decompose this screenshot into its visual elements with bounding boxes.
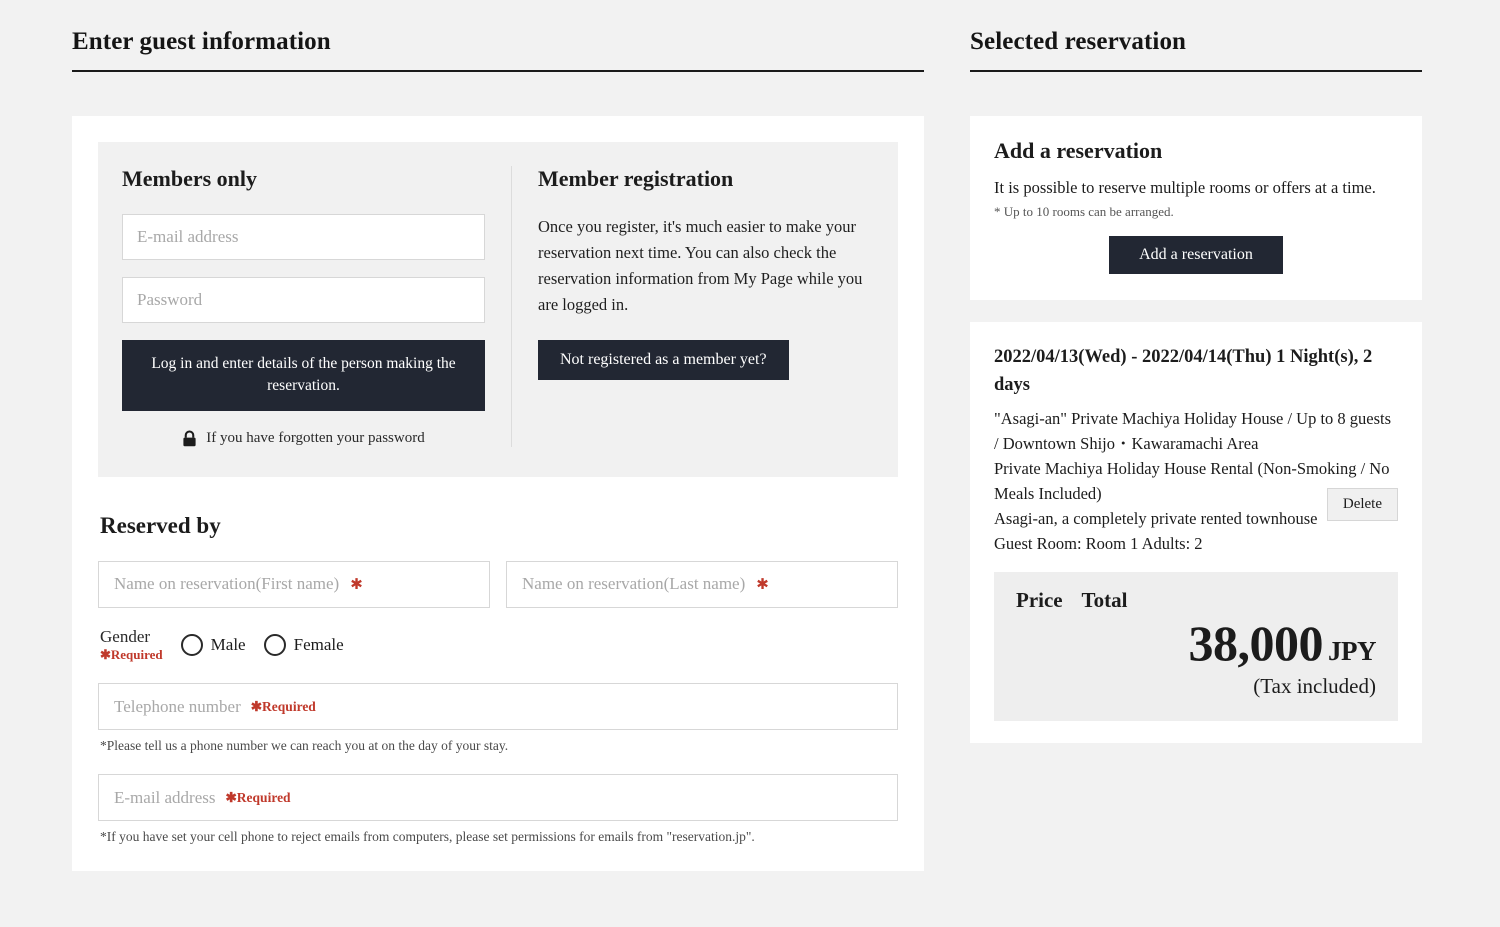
add-reservation-note: * Up to 10 rooms can be arranged. <box>994 204 1174 220</box>
gender-radio-male[interactable] <box>181 634 246 656</box>
member-panel <box>98 142 898 477</box>
gender-required-label: ✱Required <box>100 647 163 663</box>
selected-reservation-title: Selected reservation <box>970 28 1422 72</box>
add-reservation-card <box>970 116 1422 300</box>
radio-circle-icon[interactable] <box>264 634 286 656</box>
member-registration-heading: Member registration <box>538 166 734 191</box>
add-reservation-description: It is possible to reserve multiple rooms or offers at a time. <box>994 178 1376 197</box>
member-email-input[interactable] <box>122 214 485 260</box>
first-name-input[interactable] <box>98 561 490 608</box>
reservation-details <box>994 406 1398 556</box>
reservation-dates: 2022/04/13(Wed) - 2022/04/14(Thu) 1 Night(s), 2 days <box>994 347 1373 396</box>
add-reservation-button-wrap <box>994 236 1398 274</box>
reservation-detail-card <box>970 322 1422 742</box>
telephone-required-label: ✱Required <box>250 698 316 714</box>
telephone-input[interactable] <box>98 683 898 730</box>
gender-radio-female[interactable] <box>264 634 344 656</box>
reserved-by-heading: Reserved by <box>100 512 221 538</box>
total-label: Total <box>1081 588 1128 613</box>
members-only-block <box>122 166 512 447</box>
guest-information-column <box>72 28 924 927</box>
telephone-placeholder: Telephone number <box>114 696 241 716</box>
not-registered-button[interactable]: Not registered as a member yet? <box>538 340 789 380</box>
guest-information-card <box>72 116 924 871</box>
gender-female-label: Female <box>293 634 344 654</box>
email-note: *If you have set your cell phone to reject emails from computers, please set permissions for emails from "reservation.jp". <box>100 829 755 845</box>
member-password-input[interactable] <box>122 277 485 323</box>
reservation-detail-line: Guest Room: Room 1 Adults: 2 <box>994 534 1203 554</box>
price-box <box>994 572 1398 721</box>
first-name-required-icon: ✱ <box>350 576 363 593</box>
forgot-password-link[interactable]: If you have forgotten your password <box>206 429 425 446</box>
email-required-label: ✱Required <box>225 789 291 805</box>
lock-icon <box>182 430 197 447</box>
last-name-placeholder: Name on reservation(Last name) <box>522 574 746 594</box>
reservation-detail-line: Private Machiya Holiday House Rental (Non-Smoking / No Meals Included) <box>994 459 1390 504</box>
price-amount-row <box>1016 617 1376 670</box>
telephone-note: *Please tell us a phone number we can reach you at on the day of your stay. <box>100 738 509 754</box>
gender-label-block <box>100 626 163 664</box>
price-heading <box>1016 588 1376 613</box>
reservation-detail-line: Asagi-an, a completely private rented townhouse <box>994 509 1318 529</box>
price-currency: JPY <box>1328 636 1376 667</box>
delete-reservation-button[interactable]: Delete <box>1327 488 1398 521</box>
email-placeholder: E-mail address <box>114 787 216 807</box>
gender-row <box>100 626 898 664</box>
gender-label: Gender <box>100 626 151 646</box>
member-registration-block <box>512 166 874 447</box>
first-name-placeholder: Name on reservation(First name) <box>114 574 340 594</box>
price-amount: 38,000 <box>1188 615 1323 672</box>
email-input[interactable] <box>98 774 898 821</box>
login-button[interactable]: Log in and enter details of the person making the reservation. <box>122 340 485 411</box>
selected-reservation-column <box>970 28 1422 927</box>
last-name-required-icon: ✱ <box>756 576 769 593</box>
reservation-detail-line: "Asagi-an" Private Machiya Holiday House / Up to 8 guests / Downtown Shijo・Kawaramachi Area <box>994 408 1392 453</box>
name-row <box>98 561 898 608</box>
radio-circle-icon[interactable] <box>181 634 203 656</box>
add-reservation-heading: Add a reservation <box>994 138 1163 163</box>
page-title: Enter guest information <box>72 28 924 72</box>
price-label: Price <box>1016 588 1063 613</box>
price-tax-note: (Tax included) <box>1253 673 1376 698</box>
member-registration-text: Once you register, it's much easier to make your reservation next time. You can also check the reservation information from My Page while you are logged in. <box>538 217 863 315</box>
gender-male-label: Male <box>210 634 246 654</box>
last-name-input[interactable] <box>506 561 898 608</box>
add-reservation-button[interactable]: Add a reservation <box>1109 236 1283 274</box>
forgot-password-row[interactable] <box>122 430 485 447</box>
members-only-heading: Members only <box>122 166 258 191</box>
